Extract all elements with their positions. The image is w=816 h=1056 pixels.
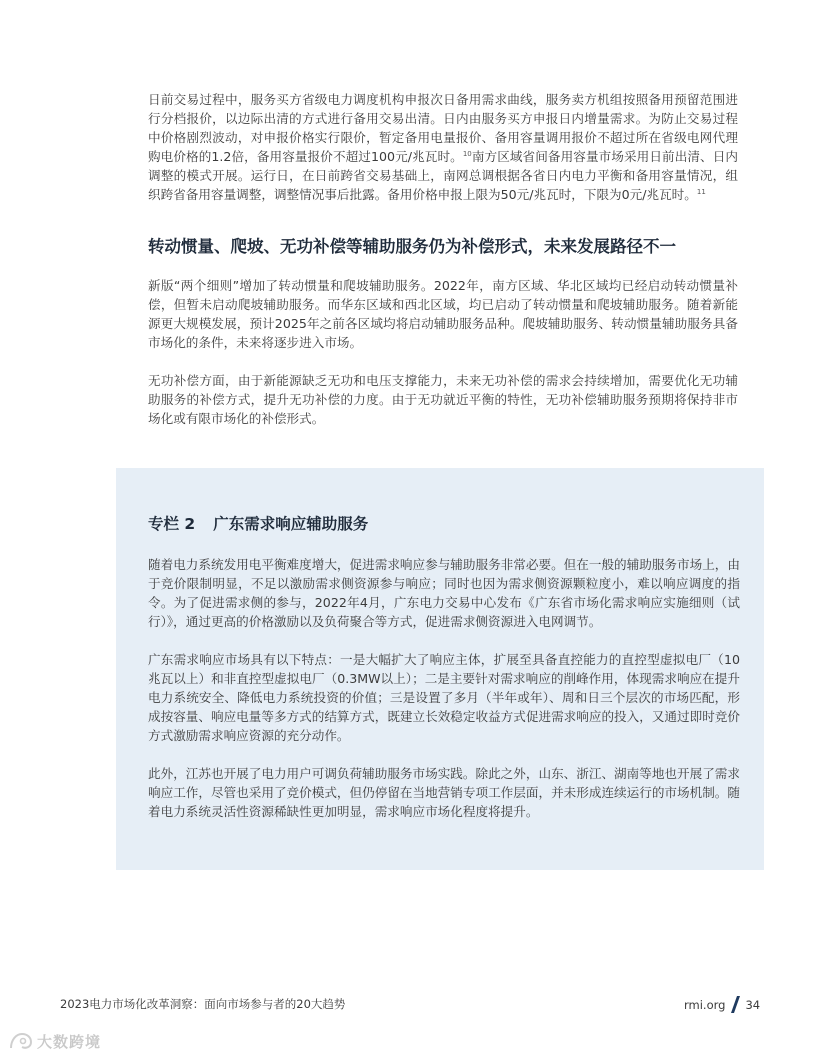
intro-text-a: 日前交易过程中，服务买方省级电力调度机构申报次日备用需求曲线，服务卖方机组按照备用预留范围进行分档报价，以边际出清的方式进行备用交易出清。日内由服务买方申报日内增量需求。为防止交易过程中价格剧烈波动，对申报价格实行限价，暂定备用电量报价、备用容量调用报价不超过所在省级电网代理购电价格的1.2倍，备用容量报价不超过100元/兆瓦时。 (148, 92, 738, 164)
body-paragraph-2: 无功补偿方面，由于新能源缺乏无功和电压支撑能力，未来无功补偿的需求会持续增加，需要优化无功辅助服务的补偿方式，提升无功补偿的力度。由于无功就近平衡的特性，无功补偿辅助服务预期将保持非市场化或有限市场化的补偿形式。 (148, 373, 738, 426)
watermark-text: 大数跨境 (37, 1032, 102, 1051)
footnote-ref-10[interactable]: 10 (462, 149, 472, 158)
footer-report-title: 2023电力市场化改革洞察：面向市场参与者的20大趋势 (60, 997, 346, 1011)
case-study-box (116, 468, 764, 870)
footer-site-link[interactable]: rmi.org (684, 997, 726, 1012)
box-paragraph-2: 广东需求响应市场具有以下特点：一是大幅扩大了响应主体，扩展至具备直控能力的直控型虚拟电厂（10兆瓦以上）和非直控型虚拟电厂（0.3MW以上）；二是主要针对需求响应的削峰作用，体现需求响应在提升电力系统安全、降低电力系统投资的价值；三是设置了多月（半年或年）、周和日三个层次的市场匹配，形成按容量、响应电量等多方式的结算方式，既建立长效稳定收益方式促进需求响应的投入，又通过即时竞价方式激励需求响应资源的充分动作。 (148, 652, 740, 743)
footer-page-info (684, 996, 760, 1013)
box-label: 专栏 2 (148, 515, 196, 533)
body-paragraph-1: 新版“两个细则”增加了转动惯量和爬坡辅助服务。2022年，南方区域、华北区域均已经启动转动惯量补偿，但暂未启动爬坡辅助服务。而华东区域和西北区域，均已启动了转动惯量和爬坡辅助服务。随着新能源更大规模发展，预计2025年之前各区域均将启动辅助服务品种。爬坡辅助服务、转动惯量辅助服务具备市场化的条件，未来将逐步进入市场。 (148, 278, 738, 350)
box-heading: 广东需求响应辅助服务 (213, 515, 369, 533)
box-paragraph-3: 此外，江苏也开展了电力用户可调负荷辅助服务市场实践。除此之外，山东、浙江、湖南等地也开展了需求响应工作，尽管也采用了竞价模式，但仍停留在当地营销专项工作层面，并未形成连续运行的市场机制。随着电力系统灵活性资源稀缺性更加明显，需求响应市场化程度将提升。 (148, 766, 740, 819)
footnote-ref-11[interactable]: 11 (696, 187, 706, 196)
page-number: 34 (745, 997, 761, 1012)
box-paragraph-1: 随着电力系统发用电平衡难度增大，促进需求响应参与辅助服务非常必要。但在一般的辅助服务市场上，由于竞价限制明显，不足以激励需求侧资源参与响应；同时也因为需求侧资源颗粒度小，难以响应调度的指令。为了促进需求侧的参与，2022年4月，广东电力交易中心发布《广东省市场化需求响应实施细则（试行）》，通过更高的价格激励以及负荷聚合等方式，促进需求侧资源进入电网调节。 (148, 557, 740, 629)
intro-paragraph (148, 90, 738, 204)
section-heading: 转动惯量、爬坡、无功补偿等辅助服务仍为补偿形式，未来发展路径不一 (148, 237, 676, 256)
slash-divider-icon (731, 996, 740, 1013)
watermark (8, 1030, 101, 1052)
intro-text-b: 南方区域省间备用容量市场采用日前出清、日内调整的模式开展。运行日，在日前跨省交易基础上，南网总调根据各省日内电力平衡和备用容量情况，组织跨省备用容量调整，调整情况事后批露。备用价格申报上限为50元/兆瓦时，下限为0元/兆瓦时。 (148, 149, 739, 202)
box-title (148, 514, 368, 534)
watermark-logo-icon (8, 1030, 34, 1052)
